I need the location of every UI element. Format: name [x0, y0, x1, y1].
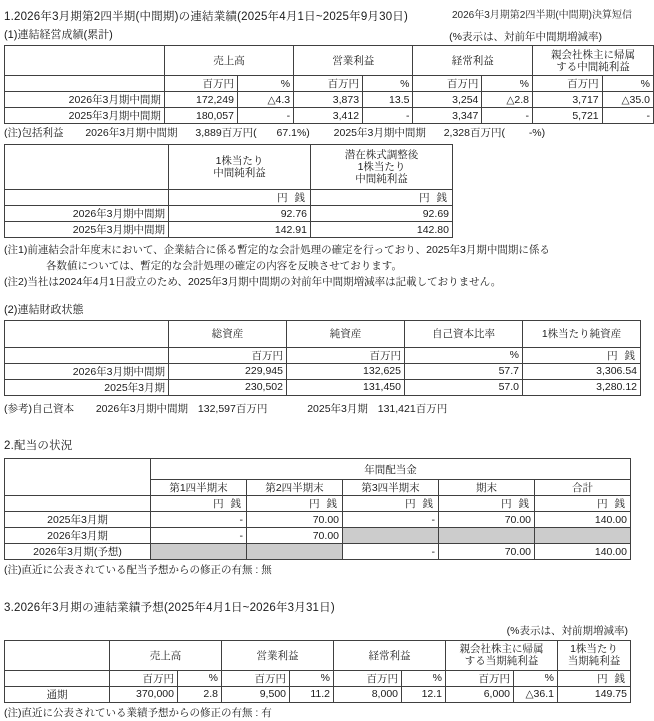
cell-net-assets: 131,450	[287, 379, 405, 395]
unit-eps: 円 銭	[169, 190, 311, 206]
unit-sales-amount: 百万円	[164, 76, 237, 92]
unit-row-blank	[5, 496, 151, 512]
table-header-row	[5, 640, 631, 670]
dividend-group-header-row	[5, 459, 631, 480]
table-row	[5, 528, 631, 544]
cell-total-assets: 229,945	[169, 363, 287, 379]
row-label-fy2025: 2025年3月期	[5, 512, 151, 528]
col-header-sales: 売上高	[110, 640, 222, 670]
unit-net-amount: 百万円	[532, 76, 602, 92]
unit-q1: 円 銭	[151, 496, 247, 512]
cell-op: 9,500	[222, 686, 290, 702]
col-header-ordinary-income: 経常利益	[413, 46, 533, 76]
cell-op-pct: -	[363, 108, 413, 124]
cell-equity-ratio: 57.0	[405, 379, 523, 395]
comprehensive-income-note	[4, 126, 654, 141]
cell-q3	[343, 528, 439, 544]
row-label-fy2025: 2025年3月期	[5, 379, 169, 395]
ref-prefix: (参考)自己資本	[4, 402, 74, 415]
unit-row-blank	[5, 190, 169, 206]
section1-subheading: (1)連結経営成績(累計)	[4, 29, 113, 42]
cell-q2	[247, 544, 343, 560]
cell-q3: -	[343, 512, 439, 528]
table-header-row	[5, 320, 641, 347]
cell-sales-pct: -	[237, 108, 293, 124]
unit-total-assets: 百万円	[169, 347, 287, 363]
unit-sales-pct: %	[237, 76, 293, 92]
note-2: (注2)当社は2024年4月1日設立のため、2025年3月期中間期の対前年中間期増減率は記載しておりません。	[4, 275, 502, 288]
unit-sales-amount: 百万円	[110, 670, 178, 686]
ci-cur-value: 3,889百万円(	[195, 127, 257, 140]
cell-sales: 172,249	[164, 92, 237, 108]
corner-cell	[5, 320, 169, 347]
section4-heading: 3.2026年3月期の連結業績予想(2025年4月1日~2026年3月31日)	[4, 601, 335, 614]
section3-heading: 2.配当の状況	[4, 439, 73, 452]
row-label-fy2026: 2026年3月期	[5, 528, 151, 544]
cell-q1: -	[151, 512, 247, 528]
cell-eps: 142.91	[169, 222, 311, 238]
col-header-eps: 1株当たり 当期純利益	[558, 640, 631, 670]
row-label-fy2025-interim: 2025年3月期中間期	[5, 222, 169, 238]
unit-row-blank	[5, 347, 169, 363]
table-row	[5, 686, 631, 702]
cell-op-pct: 13.5	[363, 92, 413, 108]
ci-cur-label: 2026年3月期中間期	[85, 127, 178, 140]
col-header-q2-end: 第2四半期末	[247, 480, 343, 496]
cell-bps: 3,306.54	[523, 363, 641, 379]
cell-op: 3,412	[294, 108, 363, 124]
unit-ord-amount: 百万円	[413, 76, 482, 92]
corner-cell	[5, 46, 165, 76]
cell-ord-pct: 12.1	[402, 686, 446, 702]
cell-ord: 3,254	[413, 92, 482, 108]
col-header-equity-ratio: 自己資本比率	[405, 320, 523, 347]
corner-cell	[5, 640, 110, 670]
cell-ord: 3,347	[413, 108, 482, 124]
cell-net-pct: -	[602, 108, 653, 124]
unit-row	[5, 670, 631, 686]
unit-net-pct: %	[514, 670, 558, 686]
table-row	[5, 92, 654, 108]
unit-net-pct: %	[602, 76, 653, 92]
cell-total	[535, 528, 631, 544]
note-1-line-1: (注1)前連結会計年度末において、企業結合に係る暫定的な会計処理の確定を行っており、2025年3月期中間期に係る	[4, 244, 550, 257]
unit-row	[5, 190, 453, 206]
cell-diluted-eps: 142.80	[311, 222, 453, 238]
col-header-q3-end: 第3四半期末	[343, 480, 439, 496]
unit-row-blank	[5, 670, 110, 686]
col-header-total: 合計	[535, 480, 631, 496]
per-share-table	[4, 144, 453, 238]
col-header-operating-income: 営業利益	[294, 46, 413, 76]
disclosure-page	[0, 10, 654, 719]
col-header-ordinary-income: 経常利益	[334, 640, 446, 670]
cell-net: 5,721	[532, 108, 602, 124]
cell-equity-ratio: 57.7	[405, 363, 523, 379]
cell-q3: -	[343, 544, 439, 560]
ci-prefix: (注)包括利益	[4, 127, 64, 140]
cell-total: 140.00	[535, 512, 631, 528]
unit-diluted-eps: 円 銭	[311, 190, 453, 206]
cell-eps: 149.75	[558, 686, 631, 702]
table-row	[5, 379, 641, 395]
ci-cur-pct: 67.1%)	[276, 127, 310, 140]
cell-total-assets: 230,502	[169, 379, 287, 395]
unit-total: 円 銭	[535, 496, 631, 512]
row-label-fy2026-interim: 2026年3月期中間期	[5, 92, 165, 108]
row-label-fy2026-interim: 2026年3月期中間期	[5, 206, 169, 222]
table-row	[5, 206, 453, 222]
note-1-line-2: 各数値については、暫定的な会計処理の確定の内容を反映させております。	[46, 259, 402, 272]
table-row	[5, 363, 641, 379]
ref-prev-label: 2025年3月期	[307, 402, 368, 415]
col-header-year-end: 期末	[439, 480, 535, 496]
cell-net: 6,000	[446, 686, 514, 702]
table-row	[5, 512, 631, 528]
cell-ord: 8,000	[334, 686, 402, 702]
unit-op-pct: %	[290, 670, 334, 686]
financial-position-table	[4, 320, 641, 396]
unit-ord-pct: %	[482, 76, 533, 92]
unit-op-amount: 百万円	[222, 670, 290, 686]
cell-eps: 92.76	[169, 206, 311, 222]
cell-q2: 70.00	[247, 528, 343, 544]
table-row	[5, 108, 654, 124]
unit-net-assets: 百万円	[287, 347, 405, 363]
dividend-note: (注)直近に公表されている配当予想からの修正の有無 : 無	[4, 564, 272, 577]
row-label-fy2026-forecast: 2026年3月期(予想)	[5, 544, 151, 560]
unit-ord-pct: %	[402, 670, 446, 686]
col-header-net-income: 親会社株主に帰属 する中間純利益	[532, 46, 653, 76]
col-header-eps: 1株当たり 中間純利益	[169, 145, 311, 190]
corner-cell	[5, 145, 169, 190]
unit-q2: 円 銭	[247, 496, 343, 512]
col-header-annual-dividend: 年間配当金	[151, 459, 631, 480]
table-row	[5, 544, 631, 560]
unit-row	[5, 347, 641, 363]
cell-ord-pct: -	[482, 108, 533, 124]
section1-pct-note: (%表示は、対前年中間期増減率)	[449, 31, 602, 44]
unit-equity-ratio: %	[405, 347, 523, 363]
cell-sales-pct: 2.8	[178, 686, 222, 702]
cell-year-end: 70.00	[439, 512, 535, 528]
cell-q1	[151, 544, 247, 560]
ci-prev-value: 2,328百万円(	[443, 127, 505, 140]
ref-cur-value: 132,597百万円	[197, 402, 268, 415]
unit-year-end: 円 銭	[439, 496, 535, 512]
consolidated-results-table	[4, 45, 654, 124]
col-header-q1-end: 第1四半期末	[151, 480, 247, 496]
equity-reference-note	[4, 402, 654, 417]
unit-row	[5, 76, 654, 92]
unit-bps: 円 銭	[523, 347, 641, 363]
col-header-operating-income: 営業利益	[222, 640, 334, 670]
col-header-net-income: 親会社株主に帰属 する当期純利益	[446, 640, 558, 670]
cell-total: 140.00	[535, 544, 631, 560]
unit-row-blank	[5, 76, 165, 92]
unit-eps: 円 銭	[558, 670, 631, 686]
cell-sales: 370,000	[110, 686, 178, 702]
cell-q1: -	[151, 528, 247, 544]
table-header-row	[5, 46, 654, 76]
unit-net-amount: 百万円	[446, 670, 514, 686]
col-header-total-assets: 総資産	[169, 320, 287, 347]
table-row	[5, 222, 453, 238]
ref-cur-label: 2026年3月期中間期	[95, 402, 189, 415]
unit-op-pct: %	[363, 76, 413, 92]
row-label-fy2026-interim: 2026年3月期中間期	[5, 363, 169, 379]
row-label-fy2025-interim: 2025年3月期中間期	[5, 108, 165, 124]
unit-ord-amount: 百万円	[334, 670, 402, 686]
cell-op: 3,873	[294, 92, 363, 108]
unit-row	[5, 496, 631, 512]
ref-prev-value: 131,421百万円	[377, 402, 448, 415]
cell-ord-pct: △2.8	[482, 92, 533, 108]
cell-net-assets: 132,625	[287, 363, 405, 379]
ci-prev-pct: -%)	[528, 127, 546, 140]
section2-subheading: (2)連結財政状態	[4, 304, 84, 316]
col-header-bps: 1株当たり純資産	[523, 320, 641, 347]
table-header-row	[5, 145, 453, 190]
col-header-sales: 売上高	[164, 46, 293, 76]
row-label-full-year: 通期	[5, 686, 110, 702]
forecast-note: (注)直近に公表されている業績予想からの修正の有無 : 有	[4, 706, 272, 719]
col-header-diluted-eps: 潜在株式調整後 1株当たり 中間純利益	[311, 145, 453, 190]
cell-sales-pct: △4.3	[237, 92, 293, 108]
ci-prev-label: 2025年3月期中間期	[333, 127, 426, 140]
section4-pct-note: (%表示は、対前期増減率)	[506, 624, 628, 637]
cell-net-pct: △35.0	[602, 92, 653, 108]
cell-op-pct: 11.2	[290, 686, 334, 702]
cell-year-end	[439, 528, 535, 544]
cell-net: 3,717	[532, 92, 602, 108]
corner-cell	[5, 459, 151, 496]
section1-heading: 1.2026年3月期第2四半期(中間期)の連結業績(2025年4月1日~2025年9月30日)	[4, 11, 409, 23]
unit-q3: 円 銭	[343, 496, 439, 512]
col-header-net-assets: 純資産	[287, 320, 405, 347]
clipped-header-line: 2026年3月期第2四半期(中間期)決算短信	[451, 10, 632, 21]
unit-op-amount: 百万円	[294, 76, 363, 92]
dividend-table	[4, 458, 631, 560]
cell-net-pct: △36.1	[514, 686, 558, 702]
unit-sales-pct: %	[178, 670, 222, 686]
cell-sales: 180,057	[164, 108, 237, 124]
cell-q2: 70.00	[247, 512, 343, 528]
cell-bps: 3,280.12	[523, 379, 641, 395]
cell-diluted-eps: 92.69	[311, 206, 453, 222]
cell-year-end: 70.00	[439, 544, 535, 560]
forecast-table	[4, 640, 631, 703]
